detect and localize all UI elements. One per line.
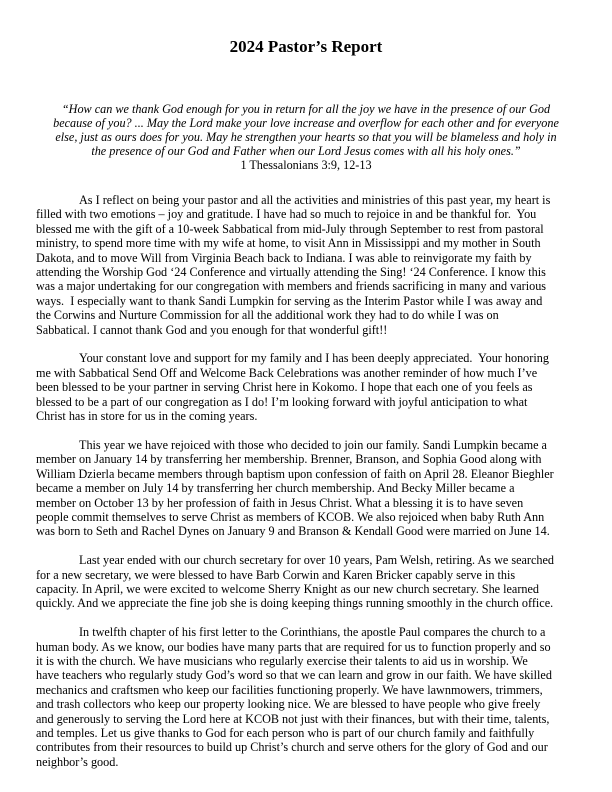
scripture-quote (36, 102, 576, 172)
text-line: it is with the church. We have musicians who regularly exercise their talents to aid us in worship. We (36, 653, 528, 668)
text-line: Sabbatical. I cannot thank God and you enough for that wonderful gift!! (36, 322, 388, 337)
text-line: Christ has in store for us in the coming years. (36, 409, 258, 424)
paragraph-secretary (36, 553, 576, 611)
text-line: the Corwins and Nurture Commission for all the additional work they had to do while I was on (36, 308, 499, 323)
text-line: William Dzierla became members through baptism upon confession of faith on April 28. Eleanor Bieghler (36, 466, 554, 481)
text-line: and generously to serving the Lord here at KCOB not just with their finances, but with their time, talents, (36, 711, 550, 726)
text-line: mechanics and craftsmen who keep our facilities functioning properly. We have lawnmowers, trimmers, (36, 682, 543, 697)
text-line: capacity. In April, we were excited to welcome Sherry Knight as our new church secretary. She learned (36, 581, 539, 596)
text-line: neighbor’s good. (36, 754, 119, 769)
text-line: people commit themselves to serve Christ as members of KCOB. We also rejoiced when baby Ruth Ann (36, 509, 545, 524)
text-line: As I reflect on being your pastor and all the activities and ministries of this past year, my heart is (79, 193, 551, 207)
text-line: the presence of our God and Father when our Lord Jesus comes with all his holy ones.” (91, 144, 521, 158)
text-line: In twelfth chapter of his first letter to the Corinthians, the apostle Paul compares the church to a (79, 625, 546, 640)
text-line: for a new secretary, we were blessed to have Barb Corwin and Karen Bricker capably serve in this (36, 567, 516, 582)
scripture-citation: 1 Thessalonians 3:9, 12-13 (240, 158, 372, 172)
text-line: Your constant love and support for my family and I has been deeply appreciated. Your honoring (79, 351, 549, 366)
text-line: filled with two emotions – joy and gratitude. I have had so much to rejoice in and be thankful for. You (36, 207, 537, 222)
paragraph-family-support (36, 351, 576, 423)
text-line: and temples. Let us give thanks to God for each person who is part of our church family and faithfully (36, 725, 535, 740)
text-line: else, just as ours does for you. May he strengthen your hearts so that you will be blameless and holy in (55, 130, 557, 144)
paragraph-church-body (36, 625, 576, 769)
text-line: blessed to be a part of our congregation as I do! I’m looking forward with joyful anticipation to what (36, 394, 528, 409)
text-line: blessed me with the gift of a 10-week Sabbatical from mid-July through September to rest from pastoral (36, 221, 544, 236)
text-line: Last year ended with our church secretary for over 10 years, Pam Welsh, retiring. As we searched (79, 553, 554, 568)
text-line: me with Sabbatical Send Off and Welcome Back Celebrations was another reminder of how much I’ve (36, 365, 538, 380)
text-line: because of you? ... May the Lord make your love increase and overflow for each other and for everyone (53, 116, 559, 130)
text-line: became a member on July 14 by transferring her church membership. And Becky Miller became a (36, 481, 515, 496)
text-line: was born to Seth and Rachel Dynes on January 9 and Branson & Kendall Good were married on June 14. (36, 524, 550, 539)
page-title: 2024 Pastor’s Report (229, 37, 383, 56)
text-line: quickly. And we appreciate the fine job she is doing keeping things running smoothly in the church office. (36, 596, 554, 611)
text-line: ways. I especially want to thank Sandi Lumpkin for serving as the Interim Pastor while I was away and (36, 293, 543, 308)
paragraph-new-members (36, 438, 576, 539)
text-line: attending the Worship God ‘24 Conference and virtually attending the Sing! ‘24 Conference. I know this (36, 265, 546, 280)
paragraph-sabbatical (36, 193, 576, 337)
text-line: human body. As we know, our bodies have many parts that are required for us to function properly and so (36, 639, 551, 654)
report-body (36, 193, 576, 769)
text-line: have teachers who regularly study God’s word so that we can learn and grow in our faith. We have skilled (36, 668, 552, 683)
text-line: been blessed to be your partner in serving Christ here in Kokomo. I hope that each one of you feels as (36, 380, 533, 395)
text-line: Dakota, and to move Will from Virginia Beach back to Indiana. I was able to reinvigorate my faith by (36, 250, 532, 265)
text-line: member on October 13 by her profession of faith in Jesus Christ. What a blessing it is to have seven (36, 495, 524, 510)
text-line: This year we have rejoiced with those who decided to join our family. Sandi Lumpkin became a (79, 437, 547, 452)
text-line: contributes from their resources to build up Christ’s church and serve others for the glory of God and our (36, 740, 548, 755)
text-line: was a major undertaking for our congregation with members and friends sacrificing in many and various (36, 279, 547, 294)
scripture-quote-lines (36, 102, 576, 158)
text-line: “How can we thank God enough for you in return for all the joy we have in the presence of our God (61, 102, 551, 116)
text-line: member on January 14 by transferring her membership. Brenner, Branson, and Sophia Good along with (36, 452, 542, 467)
text-line: and trash collectors who keep our property looking nice. We are blessed to have people who give freely (36, 697, 541, 712)
text-line: ministry, to spend more time with my wife at home, to visit Ann in Mississippi and my mother in South (36, 236, 541, 251)
